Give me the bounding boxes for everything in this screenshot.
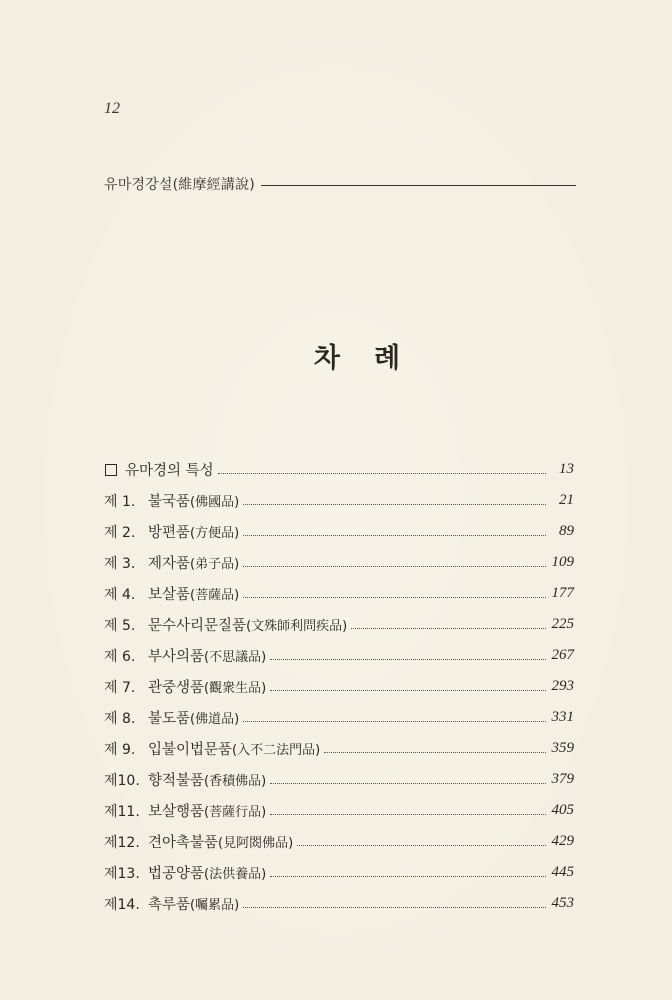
toc-page-number: 405 bbox=[551, 802, 574, 818]
toc-chapter-number: 제13. bbox=[104, 865, 140, 882]
toc-entry-title: 법공양품 bbox=[148, 866, 205, 882]
dot-leader bbox=[243, 720, 545, 722]
toc-entry bbox=[104, 485, 574, 516]
toc-entry-title: 불도품 bbox=[148, 711, 191, 727]
toc-entry-title: 부사의품 bbox=[148, 649, 205, 665]
table-of-contents bbox=[104, 454, 574, 919]
toc-entry-title: 문수사리문질품 bbox=[148, 618, 247, 634]
toc-entry-title: 향적불품 bbox=[148, 773, 205, 789]
toc-page-number: 379 bbox=[551, 771, 574, 787]
toc-page-number: 225 bbox=[551, 616, 574, 632]
toc-entry bbox=[104, 609, 574, 640]
toc-entry bbox=[104, 826, 574, 857]
dot-leader bbox=[243, 503, 546, 505]
toc-heading: 차례 bbox=[313, 343, 435, 374]
toc-chapter-number: 제 4. bbox=[104, 586, 136, 603]
dot-leader bbox=[218, 472, 546, 474]
toc-entry-hanja: (文殊師利問疾品) bbox=[246, 619, 348, 634]
toc-entry-title: 유마경의 특성 bbox=[125, 463, 214, 479]
toc-entry-hanja: (觀衆生品) bbox=[204, 681, 267, 696]
toc-entry-title: 관중생품 bbox=[148, 680, 205, 696]
toc-entry-hanja: (不思議品) bbox=[204, 650, 267, 665]
toc-entry-title: 입불이법문품 bbox=[148, 742, 233, 758]
running-header bbox=[104, 174, 576, 194]
toc-chapter-number: 제 6. bbox=[104, 648, 136, 665]
toc-entry bbox=[104, 516, 574, 547]
dot-leader bbox=[270, 875, 545, 877]
running-header-rule bbox=[261, 185, 576, 186]
dot-leader bbox=[324, 751, 545, 753]
toc-page-number: 109 bbox=[551, 554, 574, 570]
toc-entry bbox=[104, 454, 574, 485]
toc-chapter-number: 제 8. bbox=[104, 710, 136, 727]
dot-leader bbox=[270, 782, 545, 784]
toc-page-number: 13 bbox=[559, 461, 574, 477]
toc-entry-title: 견아촉불품 bbox=[148, 835, 219, 851]
toc-page-number: 21 bbox=[559, 492, 574, 508]
toc-page-number: 331 bbox=[551, 709, 574, 725]
toc-entry bbox=[104, 578, 574, 609]
toc-entry-hanja: (佛道品) bbox=[190, 712, 240, 727]
toc-entry-hanja: (入不二法門品) bbox=[232, 743, 321, 758]
toc-chapter-number: 제 2. bbox=[104, 524, 136, 541]
dot-leader bbox=[270, 813, 545, 815]
toc-chapter-number: 제 7. bbox=[104, 679, 136, 696]
toc-entry-hanja: (菩薩品) bbox=[190, 588, 240, 603]
toc-entry-title: 제자품 bbox=[148, 556, 191, 572]
toc-page-number: 445 bbox=[551, 864, 574, 880]
toc-page-number: 293 bbox=[551, 678, 574, 694]
toc-chapter-number: 제 9. bbox=[104, 741, 136, 758]
running-header-title: 유마경강설(維摩經講說) bbox=[104, 177, 255, 193]
toc-entry-hanja: (囑累品) bbox=[190, 898, 240, 913]
dot-leader bbox=[243, 906, 545, 908]
dot-leader bbox=[243, 565, 545, 567]
dot-leader bbox=[270, 658, 545, 660]
toc-entry-hanja: (法供養品) bbox=[204, 867, 267, 882]
toc-entry bbox=[104, 764, 574, 795]
toc-page-number: 453 bbox=[551, 895, 574, 911]
toc-entry bbox=[104, 702, 574, 733]
toc-chapter-number: 제 3. bbox=[104, 555, 136, 572]
toc-entry-hanja: (香積佛品) bbox=[204, 774, 267, 789]
toc-chapter-number: 제 1. bbox=[104, 493, 136, 510]
dot-leader bbox=[243, 534, 546, 536]
toc-page-number: 429 bbox=[551, 833, 574, 849]
toc-entry bbox=[104, 795, 574, 826]
checkbox-square-icon bbox=[105, 464, 117, 476]
toc-chapter-number: 제12. bbox=[104, 834, 140, 851]
toc-entry-title: 불국품 bbox=[148, 494, 191, 510]
toc-page-number: 267 bbox=[551, 647, 574, 663]
dot-leader bbox=[297, 844, 545, 846]
dot-leader bbox=[243, 596, 545, 598]
toc-entry-hanja: (方便品) bbox=[190, 526, 240, 541]
dot-leader bbox=[351, 627, 545, 629]
toc-entry-title: 보살행품 bbox=[148, 804, 205, 820]
toc-entry-title: 보살품 bbox=[148, 587, 191, 603]
toc-chapter-number: 제11. bbox=[104, 803, 140, 820]
toc-entry-hanja: (菩薩行品) bbox=[204, 805, 267, 820]
toc-entry bbox=[104, 888, 574, 919]
toc-entry-title: 방편품 bbox=[148, 525, 191, 541]
toc-chapter-number: 제10. bbox=[104, 772, 140, 789]
toc-entry bbox=[104, 547, 574, 578]
toc-chapter-number: 제 5. bbox=[104, 617, 136, 634]
toc-entry bbox=[104, 857, 574, 888]
toc-entry-hanja: (弟子品) bbox=[190, 557, 240, 572]
toc-entry-hanja: (佛國品) bbox=[190, 495, 240, 510]
page-number: 12 bbox=[104, 100, 120, 117]
toc-entry bbox=[104, 671, 574, 702]
toc-page-number: 177 bbox=[551, 585, 574, 601]
toc-entry bbox=[104, 733, 574, 764]
toc-entry-hanja: (見阿閦佛品) bbox=[218, 836, 294, 851]
toc-chapter-number: 제14. bbox=[104, 896, 140, 913]
toc-entry bbox=[104, 640, 574, 671]
toc-page-number: 89 bbox=[559, 523, 574, 539]
toc-entry-title: 촉루품 bbox=[148, 897, 191, 913]
toc-page-number: 359 bbox=[551, 740, 574, 756]
dot-leader bbox=[270, 689, 545, 691]
